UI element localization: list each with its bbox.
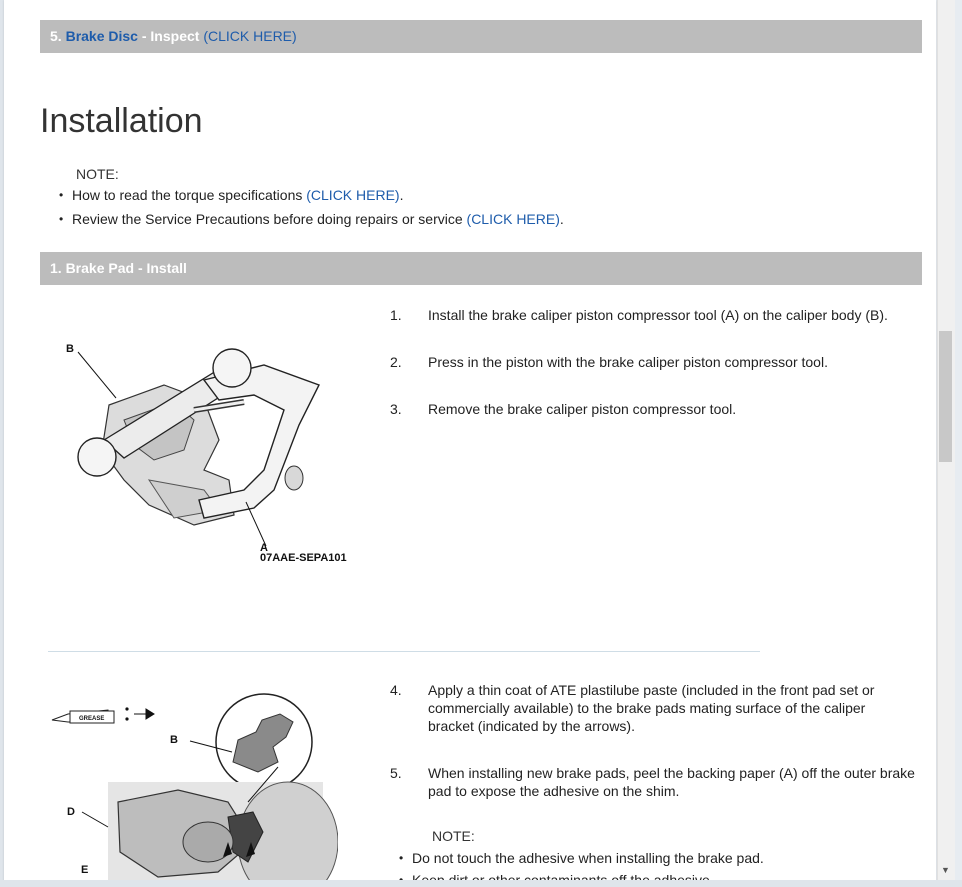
step-text: Install the brake caliper piston compressor tool (A) on the caliper body (B). xyxy=(428,307,888,323)
section-sep: - xyxy=(137,28,151,44)
section-title: 1. Brake Pad - Install xyxy=(50,260,187,276)
callout-b: B xyxy=(66,343,74,355)
grease-label: GREASE xyxy=(79,716,105,722)
figure-code: 07AAE-SEPA101 xyxy=(260,552,347,564)
step-text: Press in the piston with the brake caliper piston compressor tool. xyxy=(428,354,828,370)
section-bar-brake-disc xyxy=(40,20,922,53)
step-number: 4. xyxy=(390,682,402,698)
step-number: 2. xyxy=(390,354,402,370)
precautions-click-here-link[interactable]: (CLICK HERE) xyxy=(466,211,560,227)
note2-item: • Do not touch the adhesive when installing the brake pad. xyxy=(396,849,764,871)
section-part: Brake Disc xyxy=(65,28,138,44)
callout-e: E xyxy=(81,864,89,876)
section-number: 5. xyxy=(50,28,62,44)
note-list xyxy=(56,186,564,234)
window-bottom-edge xyxy=(0,880,962,887)
note-item: • Review the Service Precautions before doing repairs or service (CLICK HERE). xyxy=(56,210,564,234)
scrollbar-thumb[interactable] xyxy=(939,331,952,462)
callout-a: A xyxy=(260,542,268,554)
step-number: 3. xyxy=(390,401,402,417)
scroll-down-arrow-icon[interactable]: ▼ xyxy=(941,865,950,875)
caliper-bracket-illustration xyxy=(48,692,338,882)
step-text: When installing new brake pads, peel the backing paper (A) off the outer brake pad to expose the adhesive on the shim. xyxy=(428,765,915,799)
section-bar-brake-pad-install xyxy=(40,252,922,285)
callout-d: D xyxy=(67,806,75,818)
click-here-link[interactable]: (CLICK HERE) xyxy=(203,28,297,44)
torque-click-here-link[interactable]: (CLICK HERE) xyxy=(306,187,400,203)
step-text: Remove the brake caliper piston compressor tool. xyxy=(428,401,737,417)
step-text: Apply a thin coat of ATE plastilube paste (included in the front pad set or commercially available) to the brake pads mating surface of the caliper bracket (indicated by the arrows). xyxy=(428,682,875,734)
divider xyxy=(48,651,760,652)
callout-b-2: B xyxy=(170,734,178,746)
document-pane xyxy=(4,0,936,887)
section-action: Inspect xyxy=(150,28,200,44)
note-label: NOTE: xyxy=(76,166,119,182)
step-number: 1. xyxy=(390,307,402,323)
page-heading: Installation xyxy=(40,102,203,140)
note-item: • How to read the torque specifications (CLICK HERE). xyxy=(56,186,564,210)
step-number: 5. xyxy=(390,765,402,781)
caliper-compressor-illustration xyxy=(54,340,354,565)
note2-label: NOTE: xyxy=(432,828,475,844)
